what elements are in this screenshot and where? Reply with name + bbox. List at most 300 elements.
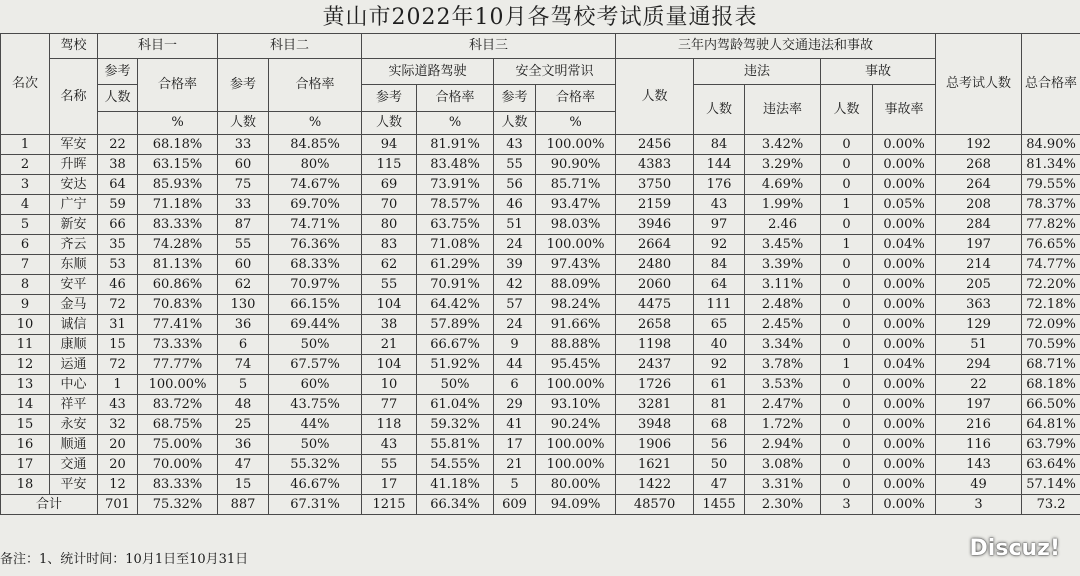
header-rank: 名次 [1, 34, 50, 135]
table-cell: 0 [821, 395, 873, 415]
table-row [1, 455, 1080, 475]
table-row [1, 395, 1080, 415]
table-cell: 5 [1, 215, 50, 235]
total-row [1, 495, 1080, 515]
table-cell: 新安 [50, 215, 98, 235]
table-cell: 192 [936, 135, 1022, 155]
header-s1-percent: % [138, 112, 218, 135]
table-cell: 77.82% [1022, 215, 1080, 235]
table-cell: 71.08% [417, 235, 494, 255]
table-cell: 2480 [616, 255, 694, 275]
table-cell: 2658 [616, 315, 694, 335]
table-cell: 83.33% [138, 215, 218, 235]
table-cell: 55 [494, 155, 536, 175]
table-cell: 97.43% [536, 255, 616, 275]
table-cell: 64 [694, 275, 745, 295]
header-s2-ref: 参考 [218, 59, 269, 112]
table-cell: 83 [362, 235, 417, 255]
header-total-pass: 总合格率 [1022, 34, 1080, 135]
table-cell: 47 [694, 475, 745, 495]
header-s1-blank [98, 112, 138, 135]
table-cell: 2159 [616, 195, 694, 215]
table-cell: 93.47% [536, 195, 616, 215]
table-cell: 57 [494, 295, 536, 315]
table-cell: 0.00% [873, 135, 936, 155]
table-cell: 3.29% [745, 155, 821, 175]
table-cell: 61 [694, 375, 745, 395]
table-cell: 永安 [50, 415, 98, 435]
table-cell: 3.34% [745, 335, 821, 355]
table-cell: 32 [98, 415, 138, 435]
table-cell: 0 [821, 415, 873, 435]
table-cell: 44% [269, 415, 362, 435]
table-cell: 67.57% [269, 355, 362, 375]
table-cell: 0 [821, 295, 873, 315]
table-cell: 12 [98, 475, 138, 495]
table-cell: 78.57% [417, 195, 494, 215]
table-cell: 53 [98, 255, 138, 275]
table-cell: 3948 [616, 415, 694, 435]
table-cell: 69 [362, 175, 417, 195]
table-cell: 1 [821, 235, 873, 255]
table-cell: 43 [362, 435, 417, 455]
total-cell: 67.31% [269, 495, 362, 515]
table-cell: 3.08% [745, 455, 821, 475]
table-cell: 1.72% [745, 415, 821, 435]
table-cell: 214 [936, 255, 1022, 275]
table-cell: 90.90% [536, 155, 616, 175]
table-cell: 2.46 [745, 215, 821, 235]
table-row [1, 255, 1080, 275]
table-cell: 100.00% [536, 235, 616, 255]
table-cell: 104 [362, 355, 417, 375]
table-cell: 63.64% [1022, 455, 1080, 475]
table-cell: 1 [821, 355, 873, 375]
table-cell: 115 [362, 155, 417, 175]
table-row [1, 155, 1080, 175]
report-title: 黄山市2022年10月各驾校考试质量通报表 [322, 5, 758, 30]
table-cell: 68.18% [1022, 375, 1080, 395]
table-cell: 83.72% [138, 395, 218, 415]
header-safety-percent: % [536, 112, 616, 135]
table-cell: 50% [269, 335, 362, 355]
table-cell: 363 [936, 295, 1022, 315]
table-cell: 金马 [50, 295, 98, 315]
table-cell: 63.75% [417, 215, 494, 235]
table-cell: 63.15% [138, 155, 218, 175]
table-cell: 0.00% [873, 255, 936, 275]
table-cell: 81.91% [417, 135, 494, 155]
table-cell: 39 [494, 255, 536, 275]
table-cell: 55 [218, 235, 269, 255]
table-cell: 17 [494, 435, 536, 455]
table-cell: 0.00% [873, 375, 936, 395]
table-cell: 70.83% [138, 295, 218, 315]
table-cell: 4475 [616, 295, 694, 315]
table-cell: 61.04% [417, 395, 494, 415]
table-cell: 104 [362, 295, 417, 315]
table-cell: 85.93% [138, 175, 218, 195]
table-cell: 24 [494, 315, 536, 335]
table-cell: 1726 [616, 375, 694, 395]
table-row [1, 375, 1080, 395]
table-cell: 3.78% [745, 355, 821, 375]
table-cell: 57.89% [417, 315, 494, 335]
table-cell: 33 [218, 135, 269, 155]
table-cell: 3.31% [745, 475, 821, 495]
table-cell: 70.00% [138, 455, 218, 475]
table-cell: 0.00% [873, 275, 936, 295]
table-cell: 升晖 [50, 155, 98, 175]
table-cell: 64.81% [1022, 415, 1080, 435]
table-cell: 98.24% [536, 295, 616, 315]
table-cell: 1 [1, 135, 50, 155]
table-cell: 79.55% [1022, 175, 1080, 195]
table-cell: 68.75% [138, 415, 218, 435]
header-safety-persons: 人数 [494, 112, 536, 135]
table-cell: 1198 [616, 335, 694, 355]
header-violation: 违法 [694, 59, 821, 85]
table-cell: 63.79% [1022, 435, 1080, 455]
header-accident: 事故 [821, 59, 936, 85]
table-cell: 64.42% [417, 295, 494, 315]
table-cell: 33 [218, 195, 269, 215]
table-cell: 2.47% [745, 395, 821, 415]
table-cell: 1422 [616, 475, 694, 495]
total-cell: 609 [494, 495, 536, 515]
table-cell: 0.00% [873, 395, 936, 415]
header-three-year: 三年内驾龄驾驶人交通违法和事故 [616, 34, 936, 59]
table-row [1, 475, 1080, 495]
table-row [1, 415, 1080, 435]
table-cell: 80.00% [536, 475, 616, 495]
table-cell: 0.00% [873, 315, 936, 335]
footnote: 备注：1、统计时间：10月1日至10月31日 [0, 552, 249, 567]
header-subject3: 科目三 [362, 34, 616, 59]
table-cell: 安平 [50, 275, 98, 295]
table-cell: 116 [936, 435, 1022, 455]
header-road-ref: 参考 [362, 85, 417, 112]
table-cell: 0 [821, 155, 873, 175]
table-cell: 0 [821, 215, 873, 235]
table-cell: 3.42% [745, 135, 821, 155]
table-row [1, 275, 1080, 295]
table-cell: 20 [98, 455, 138, 475]
table-row [1, 355, 1080, 375]
table-cell: 0 [821, 275, 873, 295]
table-cell: 100.00% [536, 135, 616, 155]
table-cell: 祥平 [50, 395, 98, 415]
table-cell: 111 [694, 295, 745, 315]
table-cell: 60.86% [138, 275, 218, 295]
table-cell: 84.90% [1022, 135, 1080, 155]
table-cell: 顺通 [50, 435, 98, 455]
table-cell: 72.18% [1022, 295, 1080, 315]
table-cell: 36 [218, 315, 269, 335]
table-cell: 42 [494, 275, 536, 295]
table-cell: 38 [98, 155, 138, 175]
table-cell: 16 [1, 435, 50, 455]
table-cell: 0 [821, 255, 873, 275]
table-cell: 2456 [616, 135, 694, 155]
table-cell: 15 [98, 335, 138, 355]
table-cell: 3.39% [745, 255, 821, 275]
table-cell: 诚信 [50, 315, 98, 335]
table-cell: 0.00% [873, 435, 936, 455]
table-cell: 运通 [50, 355, 98, 375]
table-cell: 0.00% [873, 295, 936, 315]
table-cell: 68.33% [269, 255, 362, 275]
table-cell: 264 [936, 175, 1022, 195]
table-cell: 50% [417, 375, 494, 395]
table-cell: 90.24% [536, 415, 616, 435]
total-cell: 0.00% [873, 495, 936, 515]
table-cell: 2060 [616, 275, 694, 295]
table-cell: 46 [98, 275, 138, 295]
table-cell: 72.20% [1022, 275, 1080, 295]
table-cell: 75 [218, 175, 269, 195]
table-cell: 0.00% [873, 175, 936, 195]
table-cell: 64 [98, 175, 138, 195]
table-cell: 40 [694, 335, 745, 355]
table-cell: 57.14% [1022, 475, 1080, 495]
table-cell: 88.09% [536, 275, 616, 295]
watermark-logo: Discuz! [969, 536, 1060, 561]
table-cell: 91.66% [536, 315, 616, 335]
table-cell: 2437 [616, 355, 694, 375]
table-cell: 10 [362, 375, 417, 395]
total-cell: 94.09% [536, 495, 616, 515]
header-s1-ref: 参考 [98, 59, 138, 85]
table-cell: 94 [362, 135, 417, 155]
total-cell: 73.2 [1022, 495, 1080, 515]
table-cell: 81.34% [1022, 155, 1080, 175]
table-cell: 2.45% [745, 315, 821, 335]
table-cell: 77.41% [138, 315, 218, 335]
table-cell: 284 [936, 215, 1022, 235]
table-cell: 129 [936, 315, 1022, 335]
table-cell: 3.11% [745, 275, 821, 295]
table-cell: 268 [936, 155, 1022, 175]
table-row [1, 295, 1080, 315]
table-cell: 70.59% [1022, 335, 1080, 355]
table-cell: 60 [218, 155, 269, 175]
header-s1-persons: 人数 [98, 85, 138, 112]
table-cell: 55.32% [269, 455, 362, 475]
header-safety-ref: 参考 [494, 85, 536, 112]
table-cell: 0 [821, 455, 873, 475]
table-cell: 60 [218, 255, 269, 275]
table-cell: 95.45% [536, 355, 616, 375]
table-cell: 93.10% [536, 395, 616, 415]
table-cell: 73.33% [138, 335, 218, 355]
table-cell: 80% [269, 155, 362, 175]
header-road: 实际道路驾驶 [362, 59, 494, 85]
table-cell: 0.00% [873, 335, 936, 355]
total-label: 合计 [1, 495, 98, 515]
table-cell: 24 [494, 235, 536, 255]
table-cell: 5 [494, 475, 536, 495]
table-cell: 69.44% [269, 315, 362, 335]
total-cell: 75.32% [138, 495, 218, 515]
table-row [1, 315, 1080, 335]
table-cell: 144 [694, 155, 745, 175]
table-cell: 50% [269, 435, 362, 455]
total-cell: 3 [821, 495, 873, 515]
table-cell: 17 [1, 455, 50, 475]
table-cell: 100.00% [138, 375, 218, 395]
header-s2-percent: % [269, 112, 362, 135]
table-cell: 70.91% [417, 275, 494, 295]
table-cell: 43 [694, 195, 745, 215]
table-cell: 98.03% [536, 215, 616, 235]
header-road-percent: % [417, 112, 494, 135]
table-cell: 294 [936, 355, 1022, 375]
header-name: 名称 [50, 59, 98, 135]
table-cell: 1 [98, 375, 138, 395]
table-cell: 41 [494, 415, 536, 435]
table-cell: 74 [218, 355, 269, 375]
table-cell: 0 [821, 375, 873, 395]
table-cell: 100.00% [536, 455, 616, 475]
total-cell: 2.30% [745, 495, 821, 515]
table-row [1, 335, 1080, 355]
table-row [1, 235, 1080, 255]
table-cell: 55 [362, 455, 417, 475]
total-cell: 3 [936, 495, 1022, 515]
table-cell: 12 [1, 355, 50, 375]
table-cell: 56 [494, 175, 536, 195]
table-cell: 85.71% [536, 175, 616, 195]
table-cell: 70 [362, 195, 417, 215]
table-cell: 0 [821, 435, 873, 455]
table-cell: 0 [821, 315, 873, 335]
total-cell: 1215 [362, 495, 417, 515]
table-cell: 74.67% [269, 175, 362, 195]
table-cell: 61.29% [417, 255, 494, 275]
header-total-exam: 总考试人数 [936, 34, 1022, 135]
table-cell: 74.28% [138, 235, 218, 255]
table-cell: 35 [98, 235, 138, 255]
table-cell: 84 [694, 135, 745, 155]
table-cell: 81.13% [138, 255, 218, 275]
table-cell: 72.09% [1022, 315, 1080, 335]
table-cell: 100.00% [536, 375, 616, 395]
table-cell: 41.18% [417, 475, 494, 495]
table-cell: 3281 [616, 395, 694, 415]
header-road-pass: 合格率 [417, 85, 494, 112]
table-cell: 74.77% [1022, 255, 1080, 275]
table-cell: 92 [694, 355, 745, 375]
table-cell: 77 [362, 395, 417, 415]
table-cell: 48 [218, 395, 269, 415]
table-cell: 7 [1, 255, 50, 275]
table-cell: 51 [494, 215, 536, 235]
table-cell: 84.85% [269, 135, 362, 155]
header-safety-pass: 合格率 [536, 85, 616, 112]
table-cell: 118 [362, 415, 417, 435]
table-cell: 43 [98, 395, 138, 415]
table-cell: 9 [494, 335, 536, 355]
table-cell: 80 [362, 215, 417, 235]
table-row [1, 195, 1080, 215]
table-cell: 65 [694, 315, 745, 335]
table-row [1, 175, 1080, 195]
table-cell: 6 [218, 335, 269, 355]
table-cell: 2.94% [745, 435, 821, 455]
table-cell: 60% [269, 375, 362, 395]
table-cell: 13 [1, 375, 50, 395]
table-cell: 广宁 [50, 195, 98, 215]
total-cell: 701 [98, 495, 138, 515]
table-cell: 59 [98, 195, 138, 215]
table-cell: 216 [936, 415, 1022, 435]
table-cell: 4383 [616, 155, 694, 175]
table-cell: 70.97% [269, 275, 362, 295]
table-cell: 83.48% [417, 155, 494, 175]
table-cell: 62 [218, 275, 269, 295]
table-cell: 29 [494, 395, 536, 415]
header-s1-pass: 合格率 [138, 59, 218, 112]
table-cell: 100.00% [536, 435, 616, 455]
table-cell: 6 [1, 235, 50, 255]
table-cell: 208 [936, 195, 1022, 215]
table-cell: 1906 [616, 435, 694, 455]
table-cell: 76.36% [269, 235, 362, 255]
table-cell: 68.18% [138, 135, 218, 155]
table-cell: 21 [494, 455, 536, 475]
table-cell: 20 [98, 435, 138, 455]
header-s2-pass: 合格率 [269, 59, 362, 112]
table-cell: 72 [98, 355, 138, 375]
table-cell: 71.18% [138, 195, 218, 215]
table-cell: 81 [694, 395, 745, 415]
table-cell: 4.69% [745, 175, 821, 195]
table-cell: 51.92% [417, 355, 494, 375]
table-cell: 68 [694, 415, 745, 435]
table-cell: 47 [218, 455, 269, 475]
table-cell: 8 [1, 275, 50, 295]
table-row [1, 435, 1080, 455]
table-cell: 0.00% [873, 415, 936, 435]
table-cell: 55 [362, 275, 417, 295]
table-cell: 46 [494, 195, 536, 215]
table-cell: 5 [218, 375, 269, 395]
header-s2-persons: 人数 [218, 112, 269, 135]
table-cell: 10 [1, 315, 50, 335]
table-cell: 176 [694, 175, 745, 195]
table-cell: 14 [1, 395, 50, 415]
table-cell: 92 [694, 235, 745, 255]
table-cell: 74.71% [269, 215, 362, 235]
table-cell: 1 [821, 195, 873, 215]
table-cell: 0 [821, 335, 873, 355]
table-cell: 43 [494, 135, 536, 155]
table-cell: 17 [362, 475, 417, 495]
table-cell: 9 [1, 295, 50, 315]
total-cell: 1455 [694, 495, 745, 515]
table-cell: 72 [98, 295, 138, 315]
header-subject1: 科目一 [98, 34, 218, 59]
table-cell: 1621 [616, 455, 694, 475]
table-cell: 97 [694, 215, 745, 235]
table-cell: 46.67% [269, 475, 362, 495]
table-cell: 78.37% [1022, 195, 1080, 215]
header-violation-rate: 违法率 [745, 85, 821, 135]
table-cell: 38 [362, 315, 417, 335]
table-cell: 0.00% [873, 455, 936, 475]
table-cell: 15 [218, 475, 269, 495]
